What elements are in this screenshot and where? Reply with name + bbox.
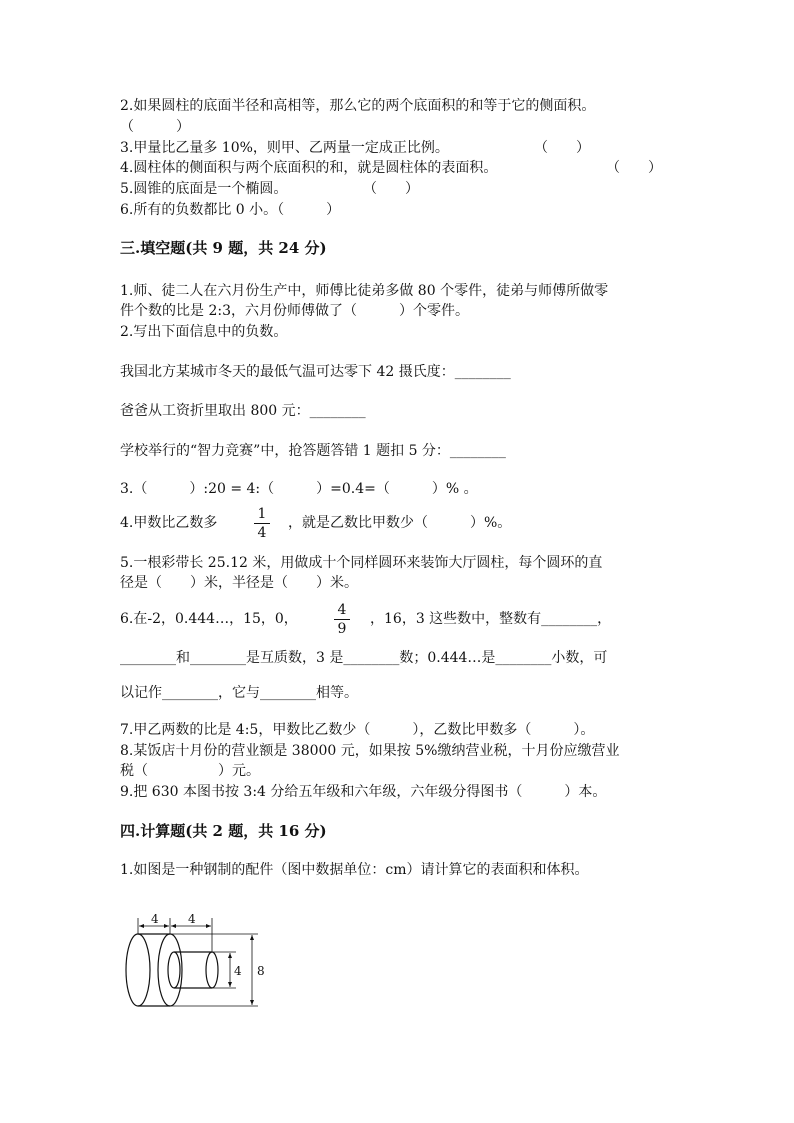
judge-q4: 4.圆柱体的侧面积与两个底面积的和，就是圆柱体的表面积。	[120, 160, 498, 176]
fraction-denominator: 4	[257, 525, 267, 541]
fill-q6-suffix: ，16，3 这些数中，整数有________，	[370, 611, 612, 627]
fill-q6-line2: ________和________是互质数，3 是________数；0.444…是________小数，可	[120, 650, 608, 666]
fraction-bar	[254, 523, 270, 524]
label-inner-diameter: 4	[234, 964, 242, 978]
arrow-head	[228, 982, 232, 987]
fill-q2: 2.写出下面信息中的负数。	[120, 324, 288, 340]
fill-q4-suffix: ，就是乙数比甲数少（ ）%。	[288, 515, 512, 531]
judge-q4-answer: （ ）	[606, 160, 662, 176]
steel-part-figure	[118, 908, 278, 1028]
arrow-head	[171, 924, 176, 928]
fill-q5-line2: 径是（ ）米，半径是（ ）米。	[120, 575, 358, 591]
fill-q6-prefix: 6.在-2，0.444…，15，0，	[120, 611, 298, 627]
judge-q3: 3.甲量比乙量多 10%，则甲、乙两量一定成正比例。	[120, 140, 449, 156]
fill-q8-line2: 税（ ）元。	[120, 763, 260, 779]
fraction-one-quarter	[252, 506, 272, 541]
inner-cylinder-right-end	[206, 952, 218, 988]
fill-q1-line2: 件个数的比是 2:3，六月份师傅做了（ ）个零件。	[120, 303, 469, 319]
outer-cylinder-right-end	[158, 934, 182, 1006]
calc-heading: 四.计算题(共 2 题，共 16 分)	[120, 822, 327, 840]
fill-q1-line1: 1.师、徒二人在六月份生产中，师傅比徒弟多做 80 个零件，徒弟与师傅所做零	[120, 283, 609, 299]
fraction-four-ninths	[332, 602, 352, 637]
fraction-numerator: 4	[337, 602, 347, 618]
fill-q8-line1: 8.某饭店十月份的营业额是 38000 元，如果按 5%缴纳营业税，十月份应缴营业	[120, 743, 620, 759]
judge-q5-answer: （ ）	[363, 181, 419, 197]
fill-q3: 3.（ ）:20 = 4:（ ）=0.4=（ ）% 。	[120, 481, 478, 497]
outer-cylinder-left-end	[126, 934, 150, 1006]
fill-q9: 9.把 630 本图书按 3:4 分给五年级和六年级，六年级分得图书（ ）本。	[120, 784, 607, 800]
fraction-numerator: 1	[257, 506, 267, 522]
fraction-denominator: 9	[337, 621, 347, 637]
fill-q7: 7.甲乙两数的比是 4:5，甲数比乙数少（ ），乙数比甲数多（ ）。	[120, 722, 595, 738]
arrow-head	[228, 953, 232, 958]
judge-q2-line1: 2.如果圆柱的底面半径和高相等，那么它的两个底面积的和等于它的侧面积。	[120, 98, 596, 114]
fill-heading: 三.填空题(共 9 题，共 24 分)	[120, 239, 327, 257]
arrow-head	[206, 924, 211, 928]
fill-q4-prefix: 4.甲数比乙数多	[120, 515, 218, 531]
arrow-head	[250, 935, 254, 940]
inner-cylinder-left-end	[168, 952, 180, 988]
judge-q3-answer: （ ）	[534, 140, 590, 156]
fill-q2-sub2: 爸爸从工资折里取出 800 元：________	[120, 403, 366, 419]
calc-q1: 1.如图是一种钢制的配件（图中数据单位：cm）请计算它的表面积和体积。	[120, 862, 589, 878]
label-outer-diameter: 8	[257, 964, 265, 978]
fill-q2-sub1: 我国北方某城市冬天的最低气温可达零下 42 摄氏度：________	[120, 364, 511, 380]
fraction-bar	[334, 619, 350, 620]
arrow-head	[164, 924, 169, 928]
judge-q2-answer: （ ）	[120, 119, 190, 135]
judge-q6: 6.所有的负数都比 0 小。（ ）	[120, 202, 341, 218]
fill-q5-line1: 5.一根彩带长 25.12 米，用做成十个同样圆环来装饰大厅圆柱，每个圆环的直	[120, 555, 603, 571]
judge-q5: 5.圆锥的底面是一个椭圆。	[120, 181, 288, 197]
arrow-head	[139, 924, 144, 928]
fill-q6-line3: 以记作________，它与________相等。	[120, 685, 358, 701]
label-width-1: 4	[151, 912, 159, 926]
fill-q2-sub3: 学校举行的“智力竞赛”中，抢答题答错 1 题扣 5 分：________	[120, 443, 506, 459]
label-width-2: 4	[188, 912, 196, 926]
arrow-head	[250, 1000, 254, 1005]
